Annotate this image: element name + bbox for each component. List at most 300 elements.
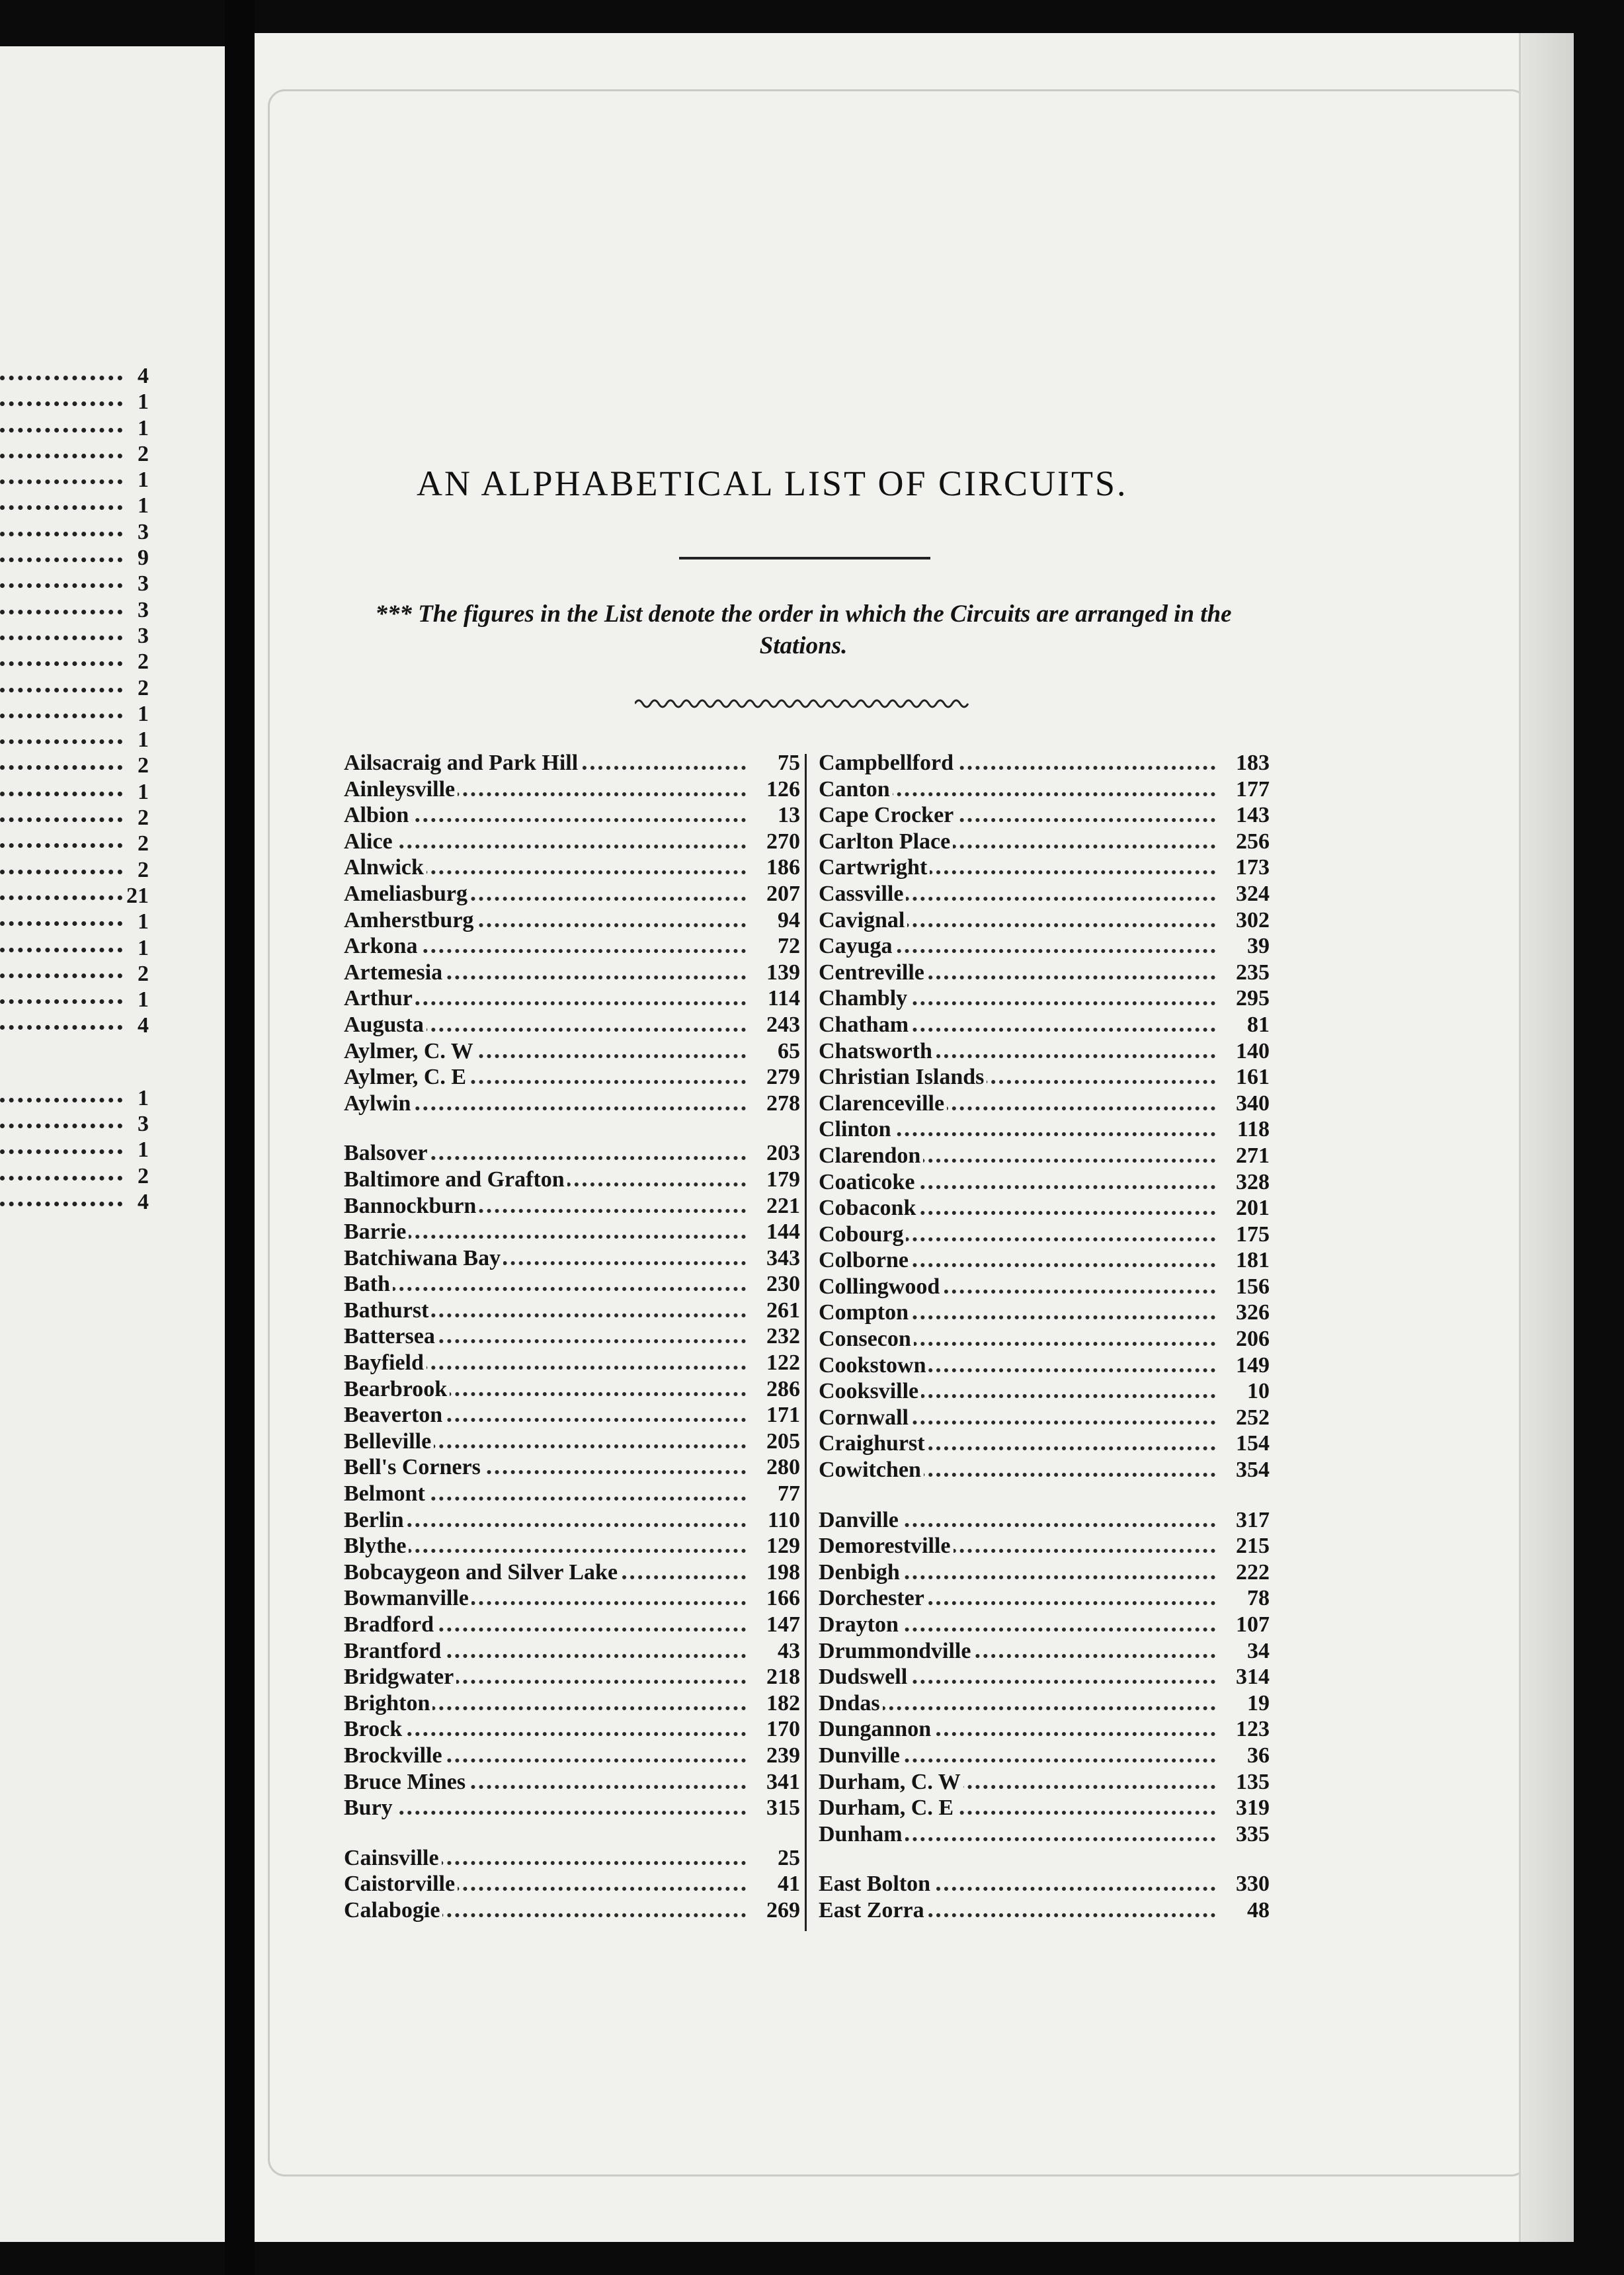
circuit-entry — [344, 1481, 800, 1508]
circuit-order-number: 280 — [750, 1455, 800, 1480]
circuit-name: Ailsacraig and Park Hill — [344, 751, 581, 775]
circuit-name: Drayton — [819, 1612, 901, 1637]
left-page-entry — [0, 702, 149, 727]
left-page-entry — [0, 364, 149, 390]
circuit-entry — [344, 1846, 800, 1872]
circuit-name: Belleville — [344, 1429, 434, 1454]
circuit-entry — [819, 934, 1270, 960]
circuit-order-number: 271 — [1219, 1143, 1270, 1169]
left-page-number: 1 — [138, 727, 149, 753]
left-page-number: 4 — [138, 1013, 149, 1038]
circuit-name: Dndas — [819, 1691, 883, 1716]
circuit-name: Augusta — [344, 1013, 426, 1037]
circuit-entry — [819, 1431, 1270, 1458]
left-page-number: 2 — [138, 441, 149, 466]
left-page-entry — [0, 442, 149, 468]
circuit-name: Dorchester — [819, 1586, 927, 1610]
circuit-order-number: 13 — [750, 803, 800, 828]
circuit-entry — [344, 1586, 800, 1612]
circuit-entry — [819, 1770, 1270, 1796]
left-page-number: 2 — [138, 806, 149, 831]
circuit-entry — [819, 1327, 1270, 1353]
dot-leader — [0, 558, 122, 562]
left-page-number: 1 — [138, 390, 149, 415]
circuit-name: Compton — [819, 1300, 911, 1325]
circuit-entry — [344, 1872, 800, 1898]
circuit-entry — [344, 986, 800, 1013]
list-note: *** The figures in the List denote the order in which the Circuits are arranged in the Stations. — [375, 600, 1232, 659]
circuit-name: Cowitchen — [819, 1458, 924, 1482]
dot-leader — [0, 428, 122, 433]
circuit-order-number: 94 — [750, 908, 800, 933]
ornamental-wave-rule — [635, 696, 972, 712]
circuit-order-number: 173 — [1219, 855, 1270, 880]
circuit-order-number: 48 — [1219, 1898, 1270, 1923]
left-page-number: 3 — [138, 1112, 149, 1137]
left-page-entry — [0, 780, 149, 806]
circuit-name: Drummondville — [819, 1639, 973, 1663]
circuit-name: Aylwin — [344, 1091, 413, 1116]
circuit-order-number: 279 — [750, 1065, 800, 1090]
circuit-order-number: 139 — [750, 960, 800, 985]
circuit-order-number: 78 — [1219, 1586, 1270, 1611]
circuit-name: Cape Crocker — [819, 803, 956, 827]
circuit-name: Craighurst — [819, 1431, 928, 1456]
circuit-order-number: 243 — [750, 1013, 800, 1038]
circuit-name: Bridgwater — [344, 1665, 456, 1689]
circuit-name: Durham, C. E — [819, 1796, 956, 1820]
circuit-entry — [819, 1560, 1270, 1587]
circuit-name: Dunville — [819, 1743, 903, 1768]
circuit-name: Arthur — [344, 986, 415, 1011]
circuit-order-number: 341 — [750, 1770, 800, 1795]
circuit-name: Belmont — [344, 1481, 428, 1506]
left-page-entry — [0, 1190, 149, 1216]
circuit-order-number: 198 — [750, 1560, 800, 1585]
section-gap — [344, 1822, 800, 1846]
circuit-name: Batchiwana Bay — [344, 1246, 503, 1270]
dot-leader — [0, 739, 122, 744]
left-page-number: 4 — [138, 1189, 149, 1214]
circuit-order-number: 122 — [750, 1350, 800, 1376]
dot-leader — [0, 1025, 122, 1030]
dot-leader — [0, 1124, 122, 1128]
circuit-entry — [344, 803, 800, 829]
circuit-order-number: 302 — [1219, 908, 1270, 933]
circuit-name: Campbellford — [819, 751, 956, 775]
dot-leader — [344, 1287, 746, 1291]
circuit-order-number: 252 — [1219, 1405, 1270, 1430]
circuit-order-number: 118 — [1219, 1117, 1270, 1142]
left-page-number: 3 — [138, 597, 149, 622]
circuit-order-number: 354 — [1219, 1458, 1270, 1483]
circuit-entry — [819, 1717, 1270, 1743]
circuit-entry — [819, 1379, 1270, 1405]
column-divider — [805, 754, 807, 1931]
circuit-name: Cooksville — [819, 1379, 921, 1403]
left-page-entry — [0, 1013, 149, 1039]
circuit-entry — [344, 1141, 800, 1167]
left-page-entry — [0, 806, 149, 831]
left-page-entry — [0, 416, 149, 442]
circuit-entry — [344, 1560, 800, 1587]
circuit-name: Cainsville — [344, 1846, 442, 1870]
circuit-entry — [819, 1353, 1270, 1380]
left-page-entry — [0, 390, 149, 415]
circuit-column-left — [344, 751, 800, 1924]
circuit-name: Chatsworth — [819, 1039, 935, 1063]
circuit-name: Carlton Place — [819, 829, 953, 854]
circuit-entry — [819, 908, 1270, 934]
circuit-entry — [344, 1455, 800, 1481]
circuit-name: Chatham — [819, 1013, 911, 1037]
circuit-order-number: 144 — [750, 1220, 800, 1245]
circuit-entry — [819, 1117, 1270, 1143]
left-page-entry — [0, 546, 149, 571]
circuit-order-number: 41 — [750, 1872, 800, 1897]
left-page-entry — [0, 1112, 149, 1138]
circuit-entry — [344, 1324, 800, 1350]
dot-leader — [0, 714, 122, 718]
circuit-order-number: 203 — [750, 1141, 800, 1166]
dot-leader — [0, 661, 122, 666]
circuit-entry — [819, 882, 1270, 908]
circuit-name: Consecon — [819, 1327, 914, 1351]
left-page-entry — [0, 884, 149, 909]
circuit-name: Caistorville — [344, 1872, 458, 1896]
circuit-entry — [819, 1822, 1270, 1848]
circuit-entry — [819, 1796, 1270, 1822]
left-page-entry — [0, 962, 149, 987]
circuit-entry — [344, 1167, 800, 1194]
left-page-number: 2 — [138, 649, 149, 675]
circuit-entry — [344, 1403, 800, 1429]
circuit-name: Ainleysville — [344, 777, 458, 802]
circuit-entry — [344, 855, 800, 882]
dot-leader — [0, 454, 122, 458]
left-page-number: 2 — [138, 831, 149, 856]
circuit-order-number: 166 — [750, 1586, 800, 1611]
circuit-entry — [344, 934, 800, 960]
circuit-order-number: 143 — [1219, 803, 1270, 828]
circuit-name: Calabogie — [344, 1898, 442, 1923]
circuit-entry — [819, 1691, 1270, 1717]
circuit-order-number: 25 — [750, 1846, 800, 1871]
circuit-name: Clinton — [819, 1117, 894, 1141]
circuit-name: Canton — [819, 777, 893, 802]
circuit-entry — [344, 882, 800, 908]
circuit-order-number: 175 — [1219, 1222, 1270, 1247]
left-facing-page — [0, 46, 229, 2242]
circuit-order-number: 235 — [1219, 960, 1270, 985]
circuit-order-number: 330 — [1219, 1872, 1270, 1897]
circuit-name: Aylmer, C. E — [344, 1065, 469, 1089]
circuit-name: Battersea — [344, 1324, 438, 1348]
circuit-order-number: 135 — [1219, 1770, 1270, 1795]
left-page-number: 3 — [138, 519, 149, 544]
circuit-name: Balsover — [344, 1141, 430, 1165]
left-page-number: 21 — [126, 883, 149, 908]
dot-leader — [0, 1176, 122, 1180]
circuit-name: Clarendon — [819, 1143, 923, 1168]
circuit-order-number: 10 — [1219, 1379, 1270, 1404]
dot-leader — [0, 505, 122, 510]
circuit-entry — [819, 1639, 1270, 1665]
circuit-order-number: 177 — [1219, 777, 1270, 802]
circuit-entry — [819, 1274, 1270, 1301]
circuit-order-number: 123 — [1219, 1717, 1270, 1742]
circuit-entry — [344, 1796, 800, 1822]
section-gap — [344, 1117, 800, 1141]
circuit-entry — [819, 1458, 1270, 1484]
circuit-order-number: 230 — [750, 1272, 800, 1297]
circuit-entry — [344, 1534, 800, 1560]
circuit-entry — [344, 1039, 800, 1065]
left-page-number: 1 — [138, 909, 149, 934]
left-page-entry — [0, 468, 149, 493]
circuit-entry — [819, 1405, 1270, 1432]
circuit-order-number: 278 — [750, 1091, 800, 1116]
circuit-name: Bobcaygeon and Silver Lake — [344, 1560, 620, 1585]
dot-leader — [344, 845, 746, 848]
left-page-number: 2 — [138, 753, 149, 778]
circuit-order-number: 340 — [1219, 1091, 1270, 1116]
circuit-name: Chambly — [819, 986, 910, 1011]
circuit-entry — [819, 829, 1270, 856]
circuit-name: Bradford — [344, 1612, 436, 1637]
circuit-order-number: 328 — [1219, 1170, 1270, 1195]
circuit-entry — [344, 751, 800, 777]
circuit-name: Baltimore and Grafton — [344, 1167, 567, 1192]
left-page-entry — [0, 493, 149, 519]
circuit-name: Bury — [344, 1796, 395, 1820]
left-page-number: 3 — [138, 571, 149, 597]
circuit-order-number: 315 — [750, 1796, 800, 1821]
circuit-name: Barrie — [344, 1220, 409, 1244]
circuit-order-number: 129 — [750, 1534, 800, 1559]
circuit-order-number: 147 — [750, 1612, 800, 1637]
circuit-name: Dungannon — [819, 1717, 934, 1741]
circuit-entry — [344, 1272, 800, 1298]
circuit-name: Bowmanville — [344, 1586, 471, 1610]
circuit-entry — [344, 1770, 800, 1796]
circuit-name: Bannockburn — [344, 1194, 479, 1218]
circuit-order-number: 171 — [750, 1403, 800, 1428]
circuit-order-number: 206 — [1219, 1327, 1270, 1352]
dot-leader — [0, 765, 122, 770]
left-page-number: 1 — [138, 701, 149, 726]
left-page-number: 9 — [138, 546, 149, 571]
page-title: AN ALPHABETICAL LIST OF CIRCUITS. — [417, 464, 1128, 503]
circuit-name: Centreville — [819, 960, 927, 985]
left-page-number: 1 — [138, 1085, 149, 1110]
circuit-order-number: 215 — [1219, 1534, 1270, 1559]
circuit-order-number: 232 — [750, 1324, 800, 1349]
left-page-number: 2 — [138, 675, 149, 700]
circuit-name: Cobaconk — [819, 1196, 918, 1220]
left-page-entry — [0, 909, 149, 935]
circuit-order-number: 256 — [1219, 829, 1270, 854]
circuit-entry — [344, 829, 800, 856]
circuit-entry — [819, 1248, 1270, 1274]
circuit-order-number: 114 — [750, 986, 800, 1011]
left-page-entry — [0, 1164, 149, 1190]
circuit-name: Cayuga — [819, 934, 895, 958]
circuit-order-number: 43 — [750, 1639, 800, 1664]
circuit-order-number: 182 — [750, 1691, 800, 1716]
title-rule — [679, 557, 930, 559]
section-gap — [819, 1848, 1270, 1872]
left-page-entry — [0, 1086, 149, 1112]
left-page-entry — [0, 753, 149, 779]
circuit-order-number: 126 — [750, 777, 800, 802]
circuit-order-number: 161 — [1219, 1065, 1270, 1090]
circuit-order-number: 34 — [1219, 1639, 1270, 1664]
dot-leader — [0, 1202, 122, 1206]
circuit-name: Cassville — [819, 882, 906, 906]
circuit-entry — [819, 1898, 1270, 1924]
left-page-number: 3 — [138, 623, 149, 648]
circuit-name: Bruce Mines — [344, 1770, 468, 1794]
circuit-entry — [819, 855, 1270, 882]
circuit-entry — [819, 1039, 1270, 1065]
circuit-name: Alnwick — [344, 855, 426, 880]
circuit-entry — [344, 1665, 800, 1691]
circuit-name: Aylmer, C. W — [344, 1039, 476, 1063]
circuit-name: Bell's Corners — [344, 1455, 483, 1479]
circuit-order-number: 343 — [750, 1246, 800, 1271]
circuit-entry — [819, 1170, 1270, 1196]
dot-leader — [344, 1811, 746, 1815]
circuit-name: Cornwall — [819, 1405, 911, 1430]
left-page-entry — [0, 649, 149, 675]
circuit-order-number: 207 — [750, 882, 800, 907]
section-gap — [0, 1040, 149, 1086]
circuit-order-number: 140 — [1219, 1039, 1270, 1064]
circuit-entry — [344, 1717, 800, 1743]
circuit-name: Durham, C. W — [819, 1770, 963, 1794]
circuit-entry — [819, 1612, 1270, 1639]
circuit-name: Colborne — [819, 1248, 911, 1272]
circuit-entry — [344, 908, 800, 934]
circuit-name: Albion — [344, 803, 411, 827]
circuit-entry — [344, 1091, 800, 1118]
circuit-order-number: 170 — [750, 1717, 800, 1742]
circuit-name: Collingwood — [819, 1274, 942, 1299]
circuit-entry — [819, 960, 1270, 987]
circuit-name: Berlin — [344, 1508, 407, 1532]
dot-leader — [0, 376, 122, 380]
circuit-order-number: 270 — [750, 829, 800, 854]
circuit-entry — [819, 1143, 1270, 1170]
left-page-entry — [0, 1138, 149, 1163]
circuit-entry — [819, 1665, 1270, 1691]
circuit-entry — [819, 1743, 1270, 1770]
circuit-name: Artemesia — [344, 960, 445, 985]
left-page-number: 1 — [138, 468, 149, 493]
circuit-order-number: 181 — [1219, 1248, 1270, 1273]
circuit-order-number: 261 — [750, 1298, 800, 1323]
circuit-order-number: 286 — [750, 1377, 800, 1402]
circuit-name: Demorestville — [819, 1534, 954, 1558]
circuit-name: East Zorra — [819, 1898, 927, 1923]
circuit-entry — [819, 1065, 1270, 1091]
circuit-name: Brantford — [344, 1639, 444, 1663]
dot-leader — [0, 843, 122, 848]
circuit-entry — [344, 1194, 800, 1220]
circuit-name: Clarenceville — [819, 1091, 947, 1116]
circuit-entry — [344, 1612, 800, 1639]
circuit-order-number: 201 — [1219, 1196, 1270, 1221]
circuit-order-number: 149 — [1219, 1353, 1270, 1378]
left-page-entry — [0, 598, 149, 624]
left-page-number: 1 — [138, 987, 149, 1013]
left-page-number: 1 — [138, 779, 149, 804]
page-edge — [1519, 33, 1574, 2242]
circuit-entry — [344, 1220, 800, 1246]
circuit-entry — [819, 777, 1270, 804]
dot-leader — [0, 1149, 122, 1154]
left-page-entry — [0, 520, 149, 546]
circuit-entry — [344, 1377, 800, 1403]
left-page-entry — [0, 571, 149, 597]
circuit-order-number: 326 — [1219, 1300, 1270, 1325]
circuit-name: East Bolton — [819, 1872, 933, 1896]
circuit-entry — [344, 1898, 800, 1924]
circuit-order-number: 156 — [1219, 1274, 1270, 1300]
left-page-number: 1 — [138, 493, 149, 518]
circuit-name: Cavignal — [819, 908, 907, 932]
circuit-order-number: 154 — [1219, 1431, 1270, 1456]
circuit-name: Danville — [819, 1508, 901, 1532]
section-gap — [819, 1484, 1270, 1508]
circuit-order-number: 19 — [1219, 1691, 1270, 1716]
left-page-number: 1 — [138, 935, 149, 960]
circuit-entry — [819, 1091, 1270, 1118]
circuit-order-number: 319 — [1219, 1796, 1270, 1821]
dot-leader — [0, 610, 122, 614]
circuit-entry — [819, 751, 1270, 777]
circuit-entry — [819, 1196, 1270, 1222]
left-page-entry — [0, 858, 149, 884]
circuit-entry — [344, 960, 800, 987]
dot-leader — [0, 1098, 122, 1102]
circuit-entry — [344, 1246, 800, 1272]
left-page-entry — [0, 831, 149, 857]
dot-leader — [0, 532, 122, 536]
circuit-entry — [344, 1065, 800, 1091]
circuit-order-number: 205 — [750, 1429, 800, 1454]
circuit-name: Denbigh — [819, 1560, 903, 1585]
dot-leader — [0, 921, 122, 926]
circuit-entry — [819, 986, 1270, 1013]
left-page-number: 1 — [138, 1138, 149, 1163]
circuit-order-number: 324 — [1219, 882, 1270, 907]
circuit-entry — [344, 1508, 800, 1534]
circuit-order-number: 75 — [750, 751, 800, 776]
circuit-order-number: 295 — [1219, 986, 1270, 1011]
circuit-name: Dudswell — [819, 1665, 910, 1689]
left-page-number: 4 — [138, 364, 149, 388]
circuit-name: Ameliasburg — [344, 882, 470, 906]
circuit-name: Bayfield — [344, 1350, 426, 1375]
left-page-entry — [0, 624, 149, 649]
dot-leader — [0, 948, 122, 952]
circuit-order-number: 39 — [1219, 934, 1270, 959]
circuit-name: Cookstown — [819, 1353, 928, 1378]
circuit-entry — [819, 803, 1270, 829]
circuit-entry — [344, 1429, 800, 1456]
